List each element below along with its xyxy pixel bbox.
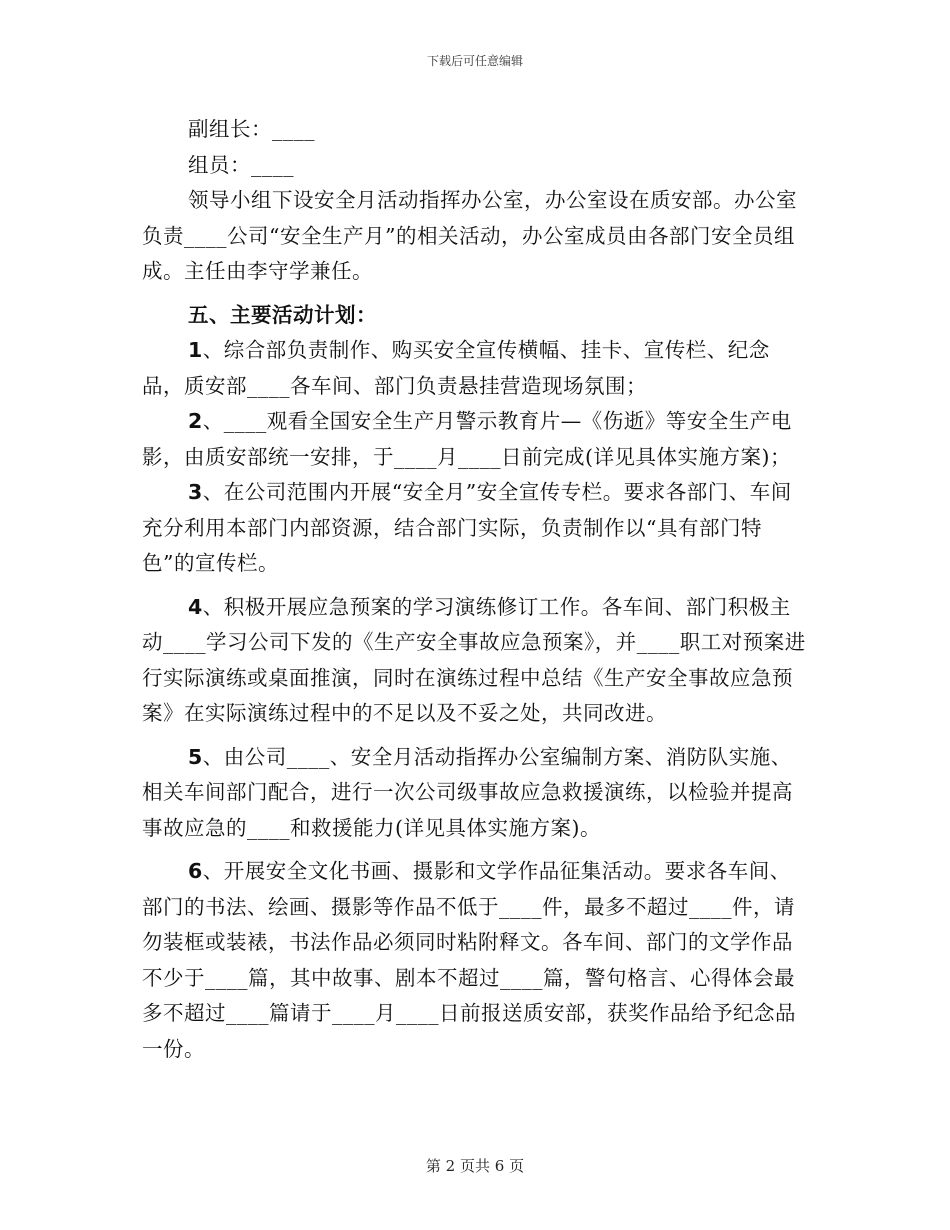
item-text: 、积极开展应急预案的学习演练修订工作。各车间、部门积极主动____学习公司下发的《生产安全事故应急预案》，并____职工对预案进行实际演练或桌面推演，同时在演练过程中总结《生产安全事故应急预案》在实际演练过程中的不足以及不妥之处，共同改进。 (142, 594, 806, 725)
list-item (142, 854, 810, 1067)
item-number: 3 (188, 480, 203, 504)
item-text: 、由公司____、安全月活动指挥办公室编制方案、消防队实施、相关车间部门配合，进行一次公司级事故应急救援演练，以检验并提高事故应急的____和救援能力(详见具体实施方案)。 (142, 744, 793, 840)
item-text: 、综合部负责制作、购买安全宣传横幅、挂卡、宣传栏、纪念品，质安部____各车间、部门负责悬挂营造现场氛围； (142, 338, 770, 398)
item-text: 、开展安全文化书画、摄影和文学作品征集活动。要求各车间、部门的书法、绘画、摄影等作品不低于____件，最多不超过____件，请勿装框或装裱，书法作品必须同时粘附释文。各车间、部门的文学作品不少于____篇，其中故事、剧本不超过____篇，警句格言、心得体会最多不超过____篇请于____月____日前报送质安部，获奖作品给予纪念品一份。 (142, 859, 796, 1061)
deputy-leader-line: 副组长：____ (188, 117, 315, 141)
section-heading: 五、主要活动计划： (188, 302, 377, 327)
item-text: 、____观看全国安全生产月警示教育片—《伤逝》等安全生产电影，由质安部统一安排，于____月____日前完成(详见具体实施方案)； (142, 409, 792, 469)
item-number: 5 (188, 744, 203, 769)
item-text: 、在公司范围内开展“安全月”安全宣传专栏。要求各部门、车间充分利用本部门内部资源，结合部门实际，负责制作以“具有部门特色”的宣传栏。 (142, 480, 792, 575)
list-item (142, 475, 810, 582)
members-line: 组员：____ (188, 152, 294, 177)
office-paragraph: 领导小组下设安全月活动指挥办公室，办公室设在质安部。办公室负责____公司“安全生产月”的相关活动，办公室成员由各部门安全员组成。主任由李守学兼任。 (142, 188, 797, 283)
page-number-footer: 第 2 页共 6 页 (425, 1157, 525, 1175)
item-number: 1 (188, 338, 203, 362)
item-number: 6 (188, 859, 203, 883)
list-item (142, 590, 810, 732)
list-item (142, 740, 810, 847)
page-header: 下载后可任意编辑 (426, 54, 523, 68)
item-number: 2 (188, 409, 203, 433)
list-item (142, 333, 810, 404)
item-number: 4 (188, 594, 203, 619)
document-body (142, 112, 810, 1067)
list-item (142, 404, 810, 475)
